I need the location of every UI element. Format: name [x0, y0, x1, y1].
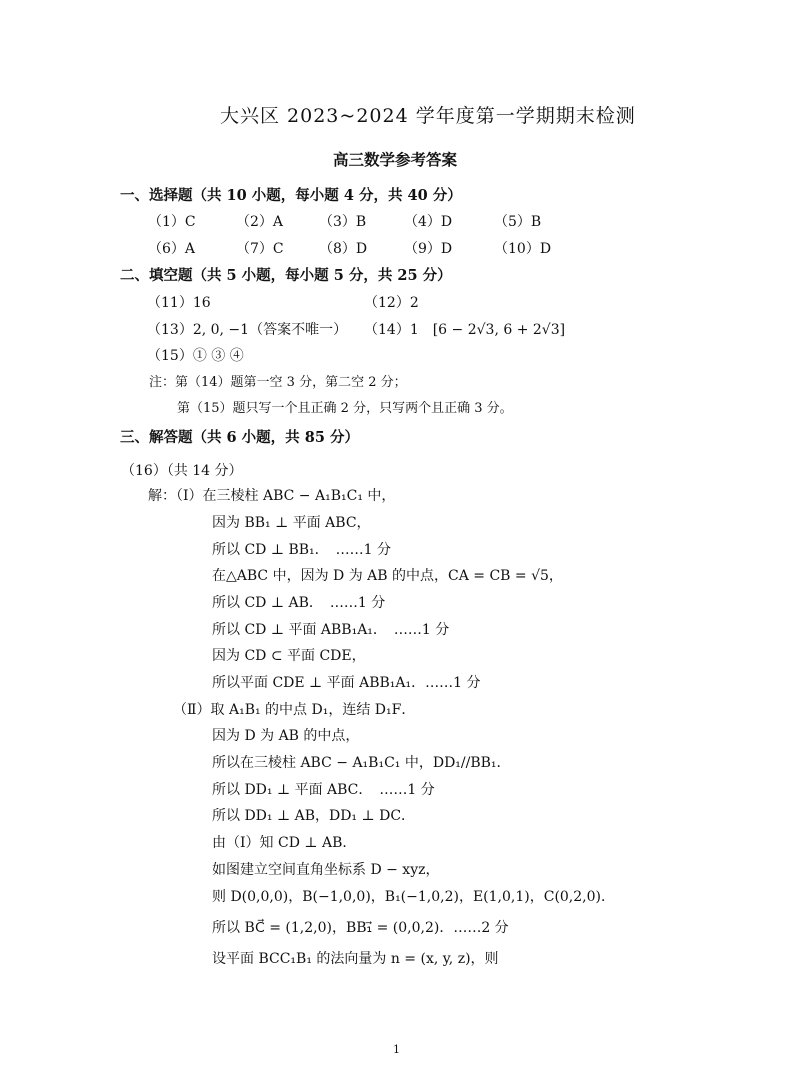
answer-10: （10）D — [494, 241, 552, 257]
section-heading-fill: 二、填空题（共 5 小题，每小题 5 分，共 25 分） — [120, 267, 452, 284]
solution-line: 解：（Ⅰ）在三棱柱 ABC − A₁B₁C₁ 中， — [148, 488, 396, 504]
solution-line: 所以 BC⃗ = (1,2,0)，BB₁⃗ = (0,0,2)．……2 分 — [212, 920, 509, 936]
answer-13: （13）2, 0, −1（答案不唯一） — [147, 322, 348, 338]
page-title: 大兴区 2023~2024 学年度第一学期期末检测 — [220, 105, 636, 127]
answer-2: （2）A — [236, 214, 284, 230]
answer-8: （8）D — [319, 241, 368, 257]
answer-3: （3）B — [319, 214, 367, 230]
page-number: 1 — [393, 1043, 400, 1056]
solution-line: 由（Ⅰ）知 CD ⊥ AB． — [212, 835, 357, 851]
answer-15: （15）① ③ ④ — [147, 348, 244, 364]
solution-line: 所以平面 CDE ⊥ 平面 ABB₁A₁．……1 分 — [212, 675, 481, 691]
answer-9: （9）D — [404, 241, 453, 257]
answer-1: （1）C — [148, 214, 196, 230]
solution-line: 因为 D 为 AB 的中点， — [212, 728, 360, 744]
answer-11: （11）16 — [147, 295, 211, 311]
solution-line: 所以 DD₁ ⊥ AB，DD₁ ⊥ DC． — [212, 808, 416, 824]
solution-line: 因为 CD ⊂ 平面 CDE， — [212, 648, 366, 664]
section-heading-solution: 三、解答题（共 6 小题，共 85 分） — [120, 429, 359, 446]
solution-line: 所以在三棱柱 ABC − A₁B₁C₁ 中，DD₁//BB₁． — [212, 755, 511, 771]
solution-line: （Ⅱ）取 A₁B₁ 的中点 D₁，连结 D₁F． — [173, 702, 416, 718]
solution-line: 在△ABC 中，因为 D 为 AB 的中点，CA = CB = √5， — [212, 568, 563, 584]
answer-12: （12）2 — [364, 295, 419, 311]
solution-line: 如图建立空间直角坐标系 D − xyz， — [212, 862, 440, 878]
answer-14: （14）1 [6 − 2√3, 6 + 2√3] — [364, 322, 566, 338]
solution-line: 所以 CD ⊥ AB． ……1 分 — [212, 595, 386, 611]
answer-7: （7）C — [236, 241, 284, 257]
note-line-1: 注：第（14）题第一空 3 分，第二空 2 分； — [149, 375, 407, 390]
answer-5: （5）B — [494, 214, 542, 230]
answer-4: （4）D — [404, 214, 453, 230]
solution-line: 则 D(0,0,0)，B(−1,0,0)，B₁(−1,0,2)，E(1,0,1)，C(0,2,0)． — [212, 889, 615, 905]
section-heading-choice: 一、选择题（共 10 小题，每小题 4 分，共 40 分） — [120, 187, 462, 204]
solution-line: 所以 CD ⊥ BB₁． ……1 分 — [212, 542, 391, 558]
solution-line: 所以 CD ⊥ 平面 ABB₁A₁． ……1 分 — [212, 622, 450, 638]
note-line-2: 第（15）题只写一个且正确 2 分，只写两个且正确 3 分。 — [177, 401, 513, 416]
solution-line: 因为 BB₁ ⊥ 平面 ABC， — [212, 515, 371, 531]
answer-6: （6）A — [148, 241, 196, 257]
page-subtitle: 高三数学参考答案 — [333, 150, 458, 169]
solution-line: 设平面 BCC₁B₁ 的法向量为 n = (x, y, z)，则 — [212, 951, 499, 967]
question-16-header: （16）（共 14 分） — [121, 463, 243, 479]
solution-line: 所以 DD₁ ⊥ 平面 ABC． ……1 分 — [212, 782, 435, 798]
